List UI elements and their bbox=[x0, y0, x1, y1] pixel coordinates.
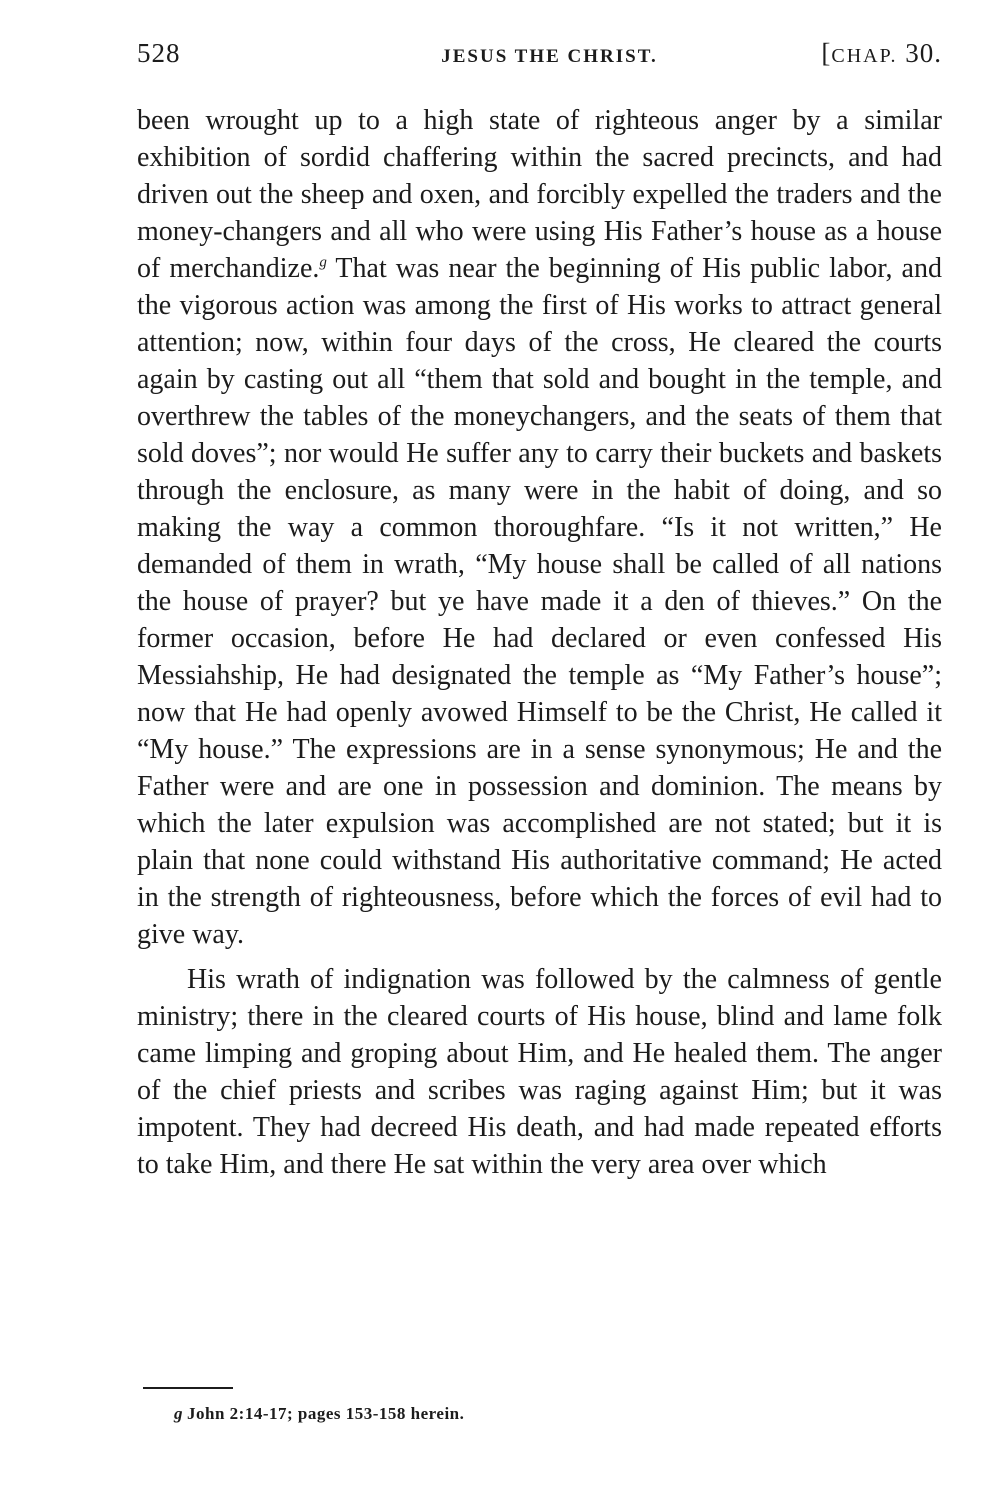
chapter-indicator bbox=[821, 38, 942, 69]
footnote-text: John 2:14-17; pages 153-158 herein. bbox=[187, 1404, 465, 1423]
footnote-divider bbox=[143, 1387, 233, 1389]
footnote-reference[interactable]: g bbox=[319, 254, 327, 271]
footnote-marker: g bbox=[174, 1404, 183, 1423]
page-number: 528 bbox=[137, 38, 181, 68]
running-header bbox=[137, 38, 942, 78]
body-text bbox=[137, 102, 942, 1183]
chapter-number: 30. bbox=[905, 38, 942, 68]
chapter-bracket: [ bbox=[821, 38, 832, 68]
chapter-label: CHAP. bbox=[831, 45, 898, 67]
paragraph-1-part-1: been wrought up to a high state of righteous anger by a similar exhibition of sordid chaffering within the sacred precincts, and had driven out the sheep and oxen, and forcibly expelled the traders and the money-changers and all who were using His Father’s house as a house of merchandize. bbox=[137, 105, 942, 284]
running-title: JESUS THE CHRIST. bbox=[441, 46, 658, 67]
paragraph-2: His wrath of indignation was followed by the calmness of gentle ministry; there in the cleared courts of His house, blind and lame folk came limping and groping about Him, and He healed them. The anger of the chief priests and scribes was raging against Him; but it was impotent. They had decreed His death, and had made repeated efforts to take Him, and there He sat within the very area over which bbox=[137, 964, 942, 1180]
paragraph-1 bbox=[137, 102, 942, 953]
paragraph-1-part-2: That was near the beginning of His public labor, and the vigorous action was among the first of His works to attract general attention; now, within four days of the cross, He cleared the courts again by casting out all “them that sold and bought in the temple, and overthrew the tables of the moneychangers, and the seats of them that sold doves”; nor would He suffer any to carry their buckets and baskets through the enclosure, as many were in the habit of doing, and so making the way a common thoroughfare. “Is it not written,” He demanded of them in wrath, “My house shall be called of all nations the house of prayer? but ye have made it a den of thieves.” On the former occasion, before He had declared or even confessed His Messiahship, He had designated the temple as “My Father’s house”; now that He had openly avowed Himself to be the Christ, He called it “My house.” The expressions are in a sense synonymous; He and the Father were and are one in possession and dominion. The means by which the later expulsion was accomplished are not stated; but it is plain that none could withstand His authoritative command; He acted in the strength of righteousness, before which the forces of evil had to give way. bbox=[137, 253, 942, 950]
footnote bbox=[174, 1404, 934, 1424]
